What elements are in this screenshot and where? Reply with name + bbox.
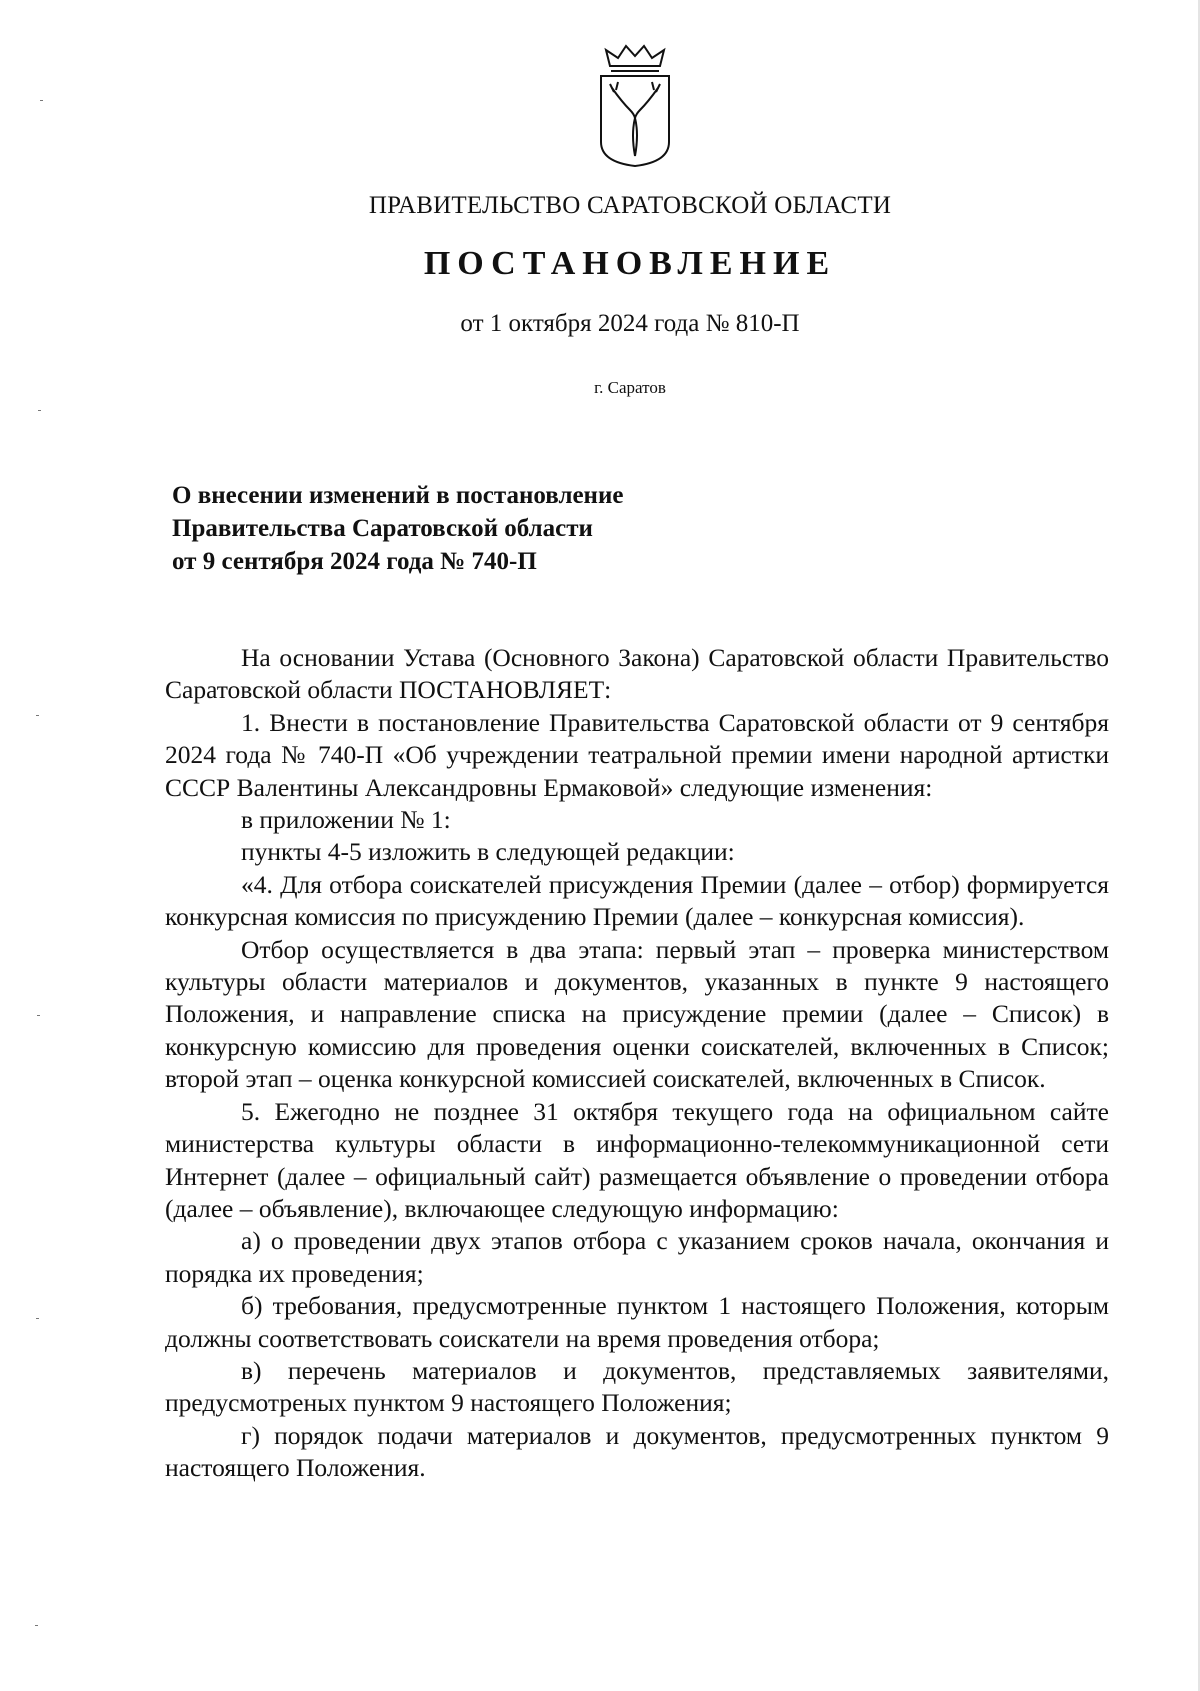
coat-of-arms-icon bbox=[596, 44, 674, 168]
body-paragraph: в приложении № 1: bbox=[241, 805, 451, 835]
body-paragraph: На основании Устава (Основного Закона) Саратовской области Правительство Саратовской области ПОСТАНОВЛЯЕТ: bbox=[165, 643, 1109, 705]
scan-mark bbox=[40, 100, 43, 101]
document-date-number: от 1 октября 2024 года № 810-П bbox=[460, 310, 800, 337]
body-paragraph: г) порядок подачи материалов и документов, предусмотренных пунктом 9 настоящего Положения. bbox=[165, 1420, 1109, 1483]
document-type: ПОСТАНОВЛЕНИЕ bbox=[423, 245, 837, 282]
government-name: ПРАВИТЕЛЬСТВО САРАТОВСКОЙ ОБЛАСТИ bbox=[368, 192, 892, 219]
body-paragraph: а) о проведении двух этапов отбора с указанием сроков начала, окончания и порядка их проведения; bbox=[165, 1226, 1109, 1288]
scan-mark bbox=[35, 1625, 38, 1626]
body-paragraph: 1. Внести в постановление Правительства Саратовской области от 9 сентября 2024 года № 740-П «Об учреждении театральной премии имени народной артистки СССР Валентины Александровны Ермаковой» следующие изменения: bbox=[165, 707, 1109, 802]
scan-mark bbox=[36, 1318, 39, 1319]
document-city: г. Саратов bbox=[594, 378, 666, 397]
body-paragraph: пункты 4-5 изложить в следующей редакции: bbox=[241, 837, 735, 867]
scan-mark bbox=[38, 410, 41, 411]
body-paragraph: 5. Ежегодно не позднее 31 октября текущего года на официальном сайте министерства культуры области в информационно-телекоммуникационной сети Интернет (далее – официальный сайт) размещается объявление о проведении отбора (далее – объявление), включающее следующую информацию: bbox=[165, 1096, 1109, 1223]
scan-mark bbox=[37, 1015, 40, 1016]
body-paragraph: Отбор осуществляется в два этапа: первый этап – проверка министерством культуры области материалов и документов, указанных в пункте 9 настоящего Положения, и направление списка на присуждение премии (далее – Список) в конкурсную комиссию для проведения оценки соискателей, включенных в Список; второй этап – оценка конкурсной комиссией соискателей, включенных в Список. bbox=[165, 934, 1109, 1094]
body-paragraph: б) требования, предусмотренные пунктом 1 настоящего Положения, которым должны соответствовать соискатели на время проведения отбора; bbox=[165, 1291, 1109, 1353]
title-line: от 9 сентября 2024 года № 740-П bbox=[172, 548, 537, 575]
body-paragraph: в) перечень материалов и документов, представляемых заявителями, предусмотреных пунктом 9 настоящего Положения; bbox=[165, 1355, 1109, 1418]
document-title bbox=[172, 479, 872, 578]
title-line: Правительства Саратовской области bbox=[172, 515, 593, 542]
scan-mark bbox=[36, 715, 39, 716]
body-paragraph: «4. Для отбора соискателей присуждения Премии (далее – отбор) формируется конкурсная комиссия по присуждению Премии (далее – конкурсная комиссия). bbox=[165, 869, 1109, 932]
title-line: О внесении изменений в постановление bbox=[172, 482, 624, 509]
document-body bbox=[165, 642, 1109, 1485]
